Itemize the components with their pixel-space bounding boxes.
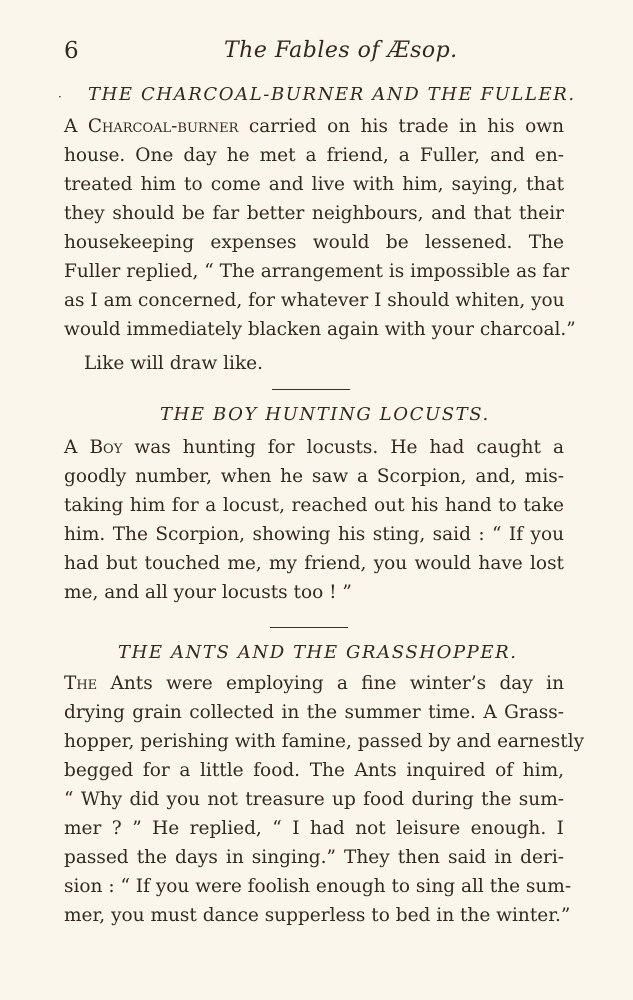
stray-mark: · (58, 90, 62, 104)
fable-line: sion : “ If you were foolish enough to sing all the sum- (64, 876, 572, 897)
fable-line: “ Why did you not treasure up food during the sum- (64, 789, 564, 810)
fable-moral: Like will draw like. (84, 353, 264, 374)
fable-text: carried on his trade in his own (248, 116, 564, 137)
opening-word: Boy (89, 437, 123, 458)
fable-line (64, 437, 564, 458)
section-divider (272, 389, 350, 390)
fable-line: would immediately blacken again with your charcoal.” (64, 319, 576, 340)
fable-title-charcoal-burner: THE CHARCOAL-BURNER AND THE FULLER. (88, 84, 576, 105)
fable-line: drying grain collected in the summer time. A Grass- (64, 702, 564, 723)
article: A (64, 437, 78, 458)
fable-line: hopper, perishing with famine, passed by and earnestly (64, 731, 585, 752)
fable-line: begged for a little food. The Ants inquired of him, (64, 760, 564, 781)
opening-word: Charcoal-burner (87, 116, 239, 137)
article: A (64, 116, 78, 137)
fable-line: passed the days in singing.” They then said in deri- (64, 847, 564, 868)
fable-line (64, 116, 564, 137)
fable-line: mer, you must dance supperless to bed in the winter.” (64, 905, 571, 926)
fable-line: house. One day he met a friend, a Fuller, and en- (64, 145, 564, 166)
fable-line: him. The Scorpion, showing his sting, said : “ If you (64, 524, 564, 545)
fable-line: taking him for a locust, reached out his hand to take (64, 495, 564, 516)
fable-line (64, 673, 564, 694)
fable-title-ants-grasshopper: THE ANTS AND THE GRASSHOPPER. (118, 642, 518, 663)
fable-line: goodly number, when he saw a Scorpion, and, mis- (64, 466, 564, 487)
fable-title-boy-locusts: THE BOY HUNTING LOCUSTS. (160, 404, 490, 425)
fable-line: as I am concerned, for whatever I should whiten, you (64, 290, 565, 311)
section-divider (270, 627, 348, 628)
fable-line: they should be far better neighbours, and that their (64, 203, 564, 224)
fable-line: housekeeping expenses would be lessened. The (64, 232, 564, 253)
fable-text: Ants were employing a fine winter’s day in (110, 673, 564, 694)
fable-line: had but touched me, my friend, you would have lost (64, 553, 564, 574)
opening-word: The (64, 673, 98, 694)
book-title: The Fables of Æsop. (224, 38, 458, 63)
fable-line: me, and all your locusts too ! ” (64, 582, 352, 603)
fable-line: Fuller replied, “ The arrangement is impossible as far (64, 261, 570, 282)
fable-line: treated him to come and live with him, saying, that (64, 174, 564, 195)
page-number: 6 (64, 38, 79, 64)
fable-line: mer ? ” He replied, “ I had not leisure enough. I (64, 818, 564, 839)
fable-text: was hunting for locusts. He had caught a (134, 437, 564, 458)
running-head (64, 38, 564, 68)
